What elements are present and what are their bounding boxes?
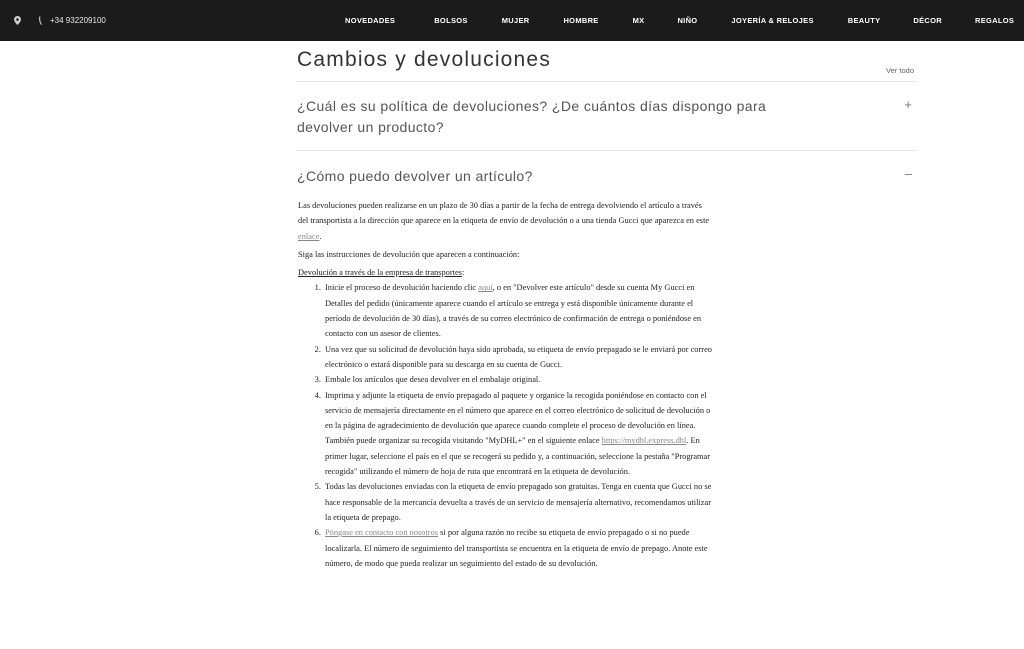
- nav-regalos[interactable]: REGALOS: [975, 16, 1015, 25]
- section-title: Devolución a través de la empresa de transportes:: [298, 268, 465, 278]
- answer-instructions: Siga las instrucciones de devolución que aparecen a continuación:: [298, 249, 520, 259]
- nav-hombre[interactable]: HOMBRE: [563, 16, 599, 25]
- list-item: 2. Una vez que su solicitud de devolución haya sido aprobada, su etiqueta de envío prepagado se le enviará por correo electrónico o estará disponible para su descarga en su cuenta de Gucci.: [323, 342, 714, 373]
- faq-question-return-policy[interactable]: ¿Cuál es su política de devoluciones? ¿De cuántos días dispongo para devolver un producto?: [297, 98, 767, 135]
- divider: [297, 150, 917, 151]
- location-pin-icon[interactable]: [14, 16, 21, 25]
- page-title: Cambios y devoluciones: [297, 48, 552, 71]
- contact-us-link[interactable]: Póngase en contacto con nosotros: [325, 528, 439, 538]
- see-all-link[interactable]: Ver todo: [886, 66, 914, 75]
- nav-decor[interactable]: DÉCOR: [913, 16, 942, 25]
- top-navigation-bar: [0, 0, 1024, 41]
- start-return-link[interactable]: aquí: [478, 283, 493, 293]
- divider: [297, 81, 917, 82]
- contact-info: [14, 0, 106, 41]
- expand-plus-icon[interactable]: +: [904, 97, 912, 112]
- list-item: 1. Inicie el proceso de devolución haciendo clic aquí, o en "Devolver este artículo" desde su cuenta My Gucci en Detalles del pedido (únicamente aparece cuando el artículo se entrega y está disponible únicamente durante el período de devolución de 30 días), a través de su correo electrónico de confirmación de entrega o poniéndose en contacto con un asesor de clientes.: [323, 280, 714, 341]
- faq-question-how-to-return[interactable]: ¿Cómo puedo devolver un artículo?: [297, 168, 533, 184]
- list-item: 4. Imprima y adjunte la etiqueta de envío prepagado al paquete y organice la recogida poniéndose en contacto con el servicio de mensajería directamente en el número que aparece en el correo electrónico de solicitud de devolución o en la página de agradecimiento de devolución que aparece cuando complete el proceso de devolución en línea. También puede organizar su recogida visitando "MyDHL+" en el siguiente enlace https://mydhl.express.dhl. En primer lugar, seleccione el país en el que se recogerá su pedido y, a continuación, seleccione la pestaña "Programar recogida" utilizando el número de hoja de ruta que encontrará en la etiqueta de devolución.: [323, 388, 714, 480]
- nav-nino[interactable]: NIÑO: [677, 16, 698, 25]
- faq-answer: [298, 198, 714, 571]
- list-item: 3. Embale los artículos que desea devolver en el embalaje original.: [323, 372, 714, 387]
- main-nav: [345, 0, 1014, 41]
- mydhl-link[interactable]: https://mydhl.express.dhl: [601, 436, 687, 446]
- phone-icon[interactable]: [39, 16, 44, 25]
- list-item: 5. Todas las devoluciones enviadas con la etiqueta de envío prepagado son gratuitas. Tenga en cuenta que Gucci no se hace responsable de la mercancía devuelta a través de un servicio de mensajería alternativo, recomendamos utilizar la etiqueta de prepago.: [323, 479, 714, 525]
- nav-bolsos[interactable]: BOLSOS: [434, 16, 468, 25]
- collapse-minus-icon[interactable]: –: [904, 166, 912, 181]
- answer-intro: Las devoluciones pueden realizarse en un plazo de 30 días a partir de la fecha de entrega devolviendo el artículo a través del transportista a la dirección que aparece en la etiqueta de envío de devolución o a una tienda Gucci que aparezca en este enlace.: [298, 201, 710, 241]
- nav-beauty[interactable]: BEAUTY: [847, 16, 881, 25]
- list-item: 6. Póngase en contacto con nosotros si por alguna razón no recibe su etiqueta de envío prepagado o si no puede localizarla. El número de seguimiento del transportista se encuentra en la etiqueta de envío de prepago. Anote este número, de modo que pueda realizar un seguimiento del estado de su devolución.: [323, 525, 714, 571]
- nav-joyeria-relojes[interactable]: JOYERÍA & RELOJES: [731, 16, 814, 25]
- stores-link[interactable]: enlace: [298, 231, 320, 241]
- nav-mujer[interactable]: MUJER: [501, 16, 530, 25]
- nav-novedades[interactable]: NOVEDADES: [345, 16, 396, 25]
- phone-number[interactable]: +34 932209100: [50, 16, 106, 25]
- nav-mx[interactable]: MX: [632, 16, 645, 25]
- return-steps-list: [298, 280, 714, 571]
